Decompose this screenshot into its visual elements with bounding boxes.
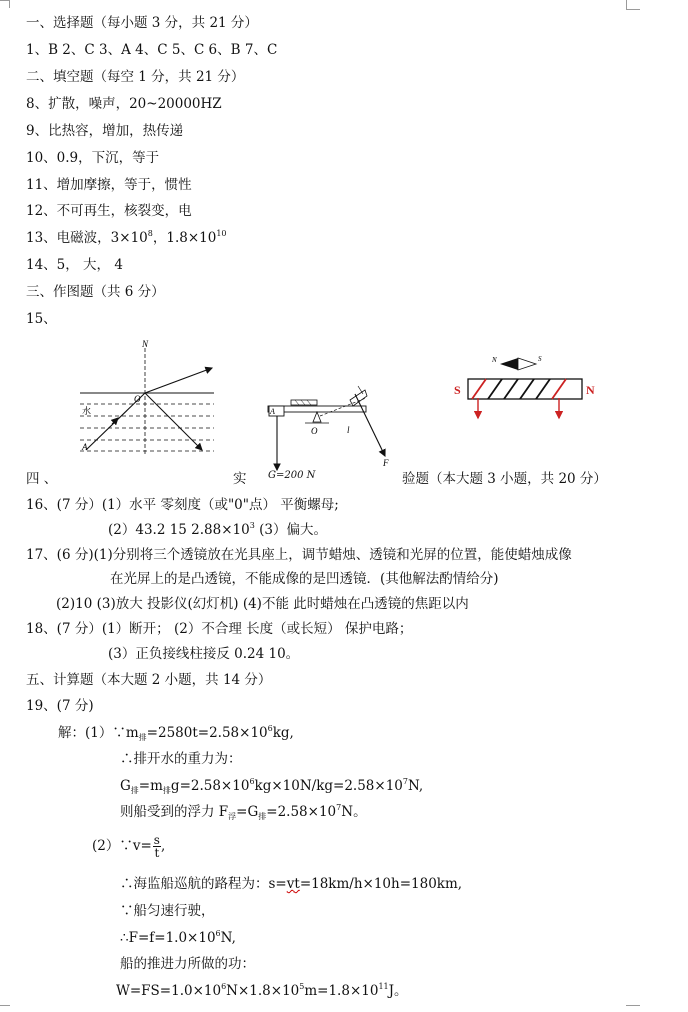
figure-electromagnet xyxy=(448,350,598,425)
answer-q15-label: 15、 xyxy=(26,311,57,327)
solution-step-1: 解：$(1)\because m_排=2580t=2.58\times 10^6kg$, xyxy=(58,724,294,742)
fraction-s-over-t: $\frac{s}{t}$ xyxy=(153,833,160,860)
magnet-label-n: N xyxy=(586,383,595,397)
solution-step-5: (2）∵v= $\frac{s}{t}$ , xyxy=(92,833,166,860)
answer-q14: 14、5， 大， 4 xyxy=(26,257,123,273)
answer-q17-line1: 17、(6 分)(1)分别将三个透镜放在光具座上，调节蜡烛、透镜和光屏的位置，能使蜡烛成像 xyxy=(26,547,572,563)
section-title-experiment-c: 验题（本大题 3 小题，共 20 分） xyxy=(402,471,607,487)
answer-q8: 8、扩散，噪声，20~20000HZ xyxy=(26,96,222,112)
crop-mark-top-right-h xyxy=(626,9,640,10)
figure-label-a: A xyxy=(82,442,88,452)
figure-refraction xyxy=(72,338,222,463)
figure-label-l: l xyxy=(347,425,350,435)
section-title-drawing: 三、作图题（共 6 分） xyxy=(26,284,165,300)
answer-q18-line2: (3）正负接线柱接反 0.24 10。 xyxy=(108,646,300,662)
solution-step-9: 船的推进力所做的功： xyxy=(120,956,255,972)
figure-label-f: F xyxy=(383,458,389,468)
figure-label-n: N xyxy=(142,339,149,349)
choice-answers: 1、B 2、C 3、A 4、C 5、C 6、B 7、C xyxy=(26,42,278,58)
crop-mark-top-left-v xyxy=(9,0,10,8)
answer-q12: 12、不可再生，核裂变，电 xyxy=(26,203,192,219)
figure-label-o: O xyxy=(134,394,141,404)
crop-mark-bottom-right xyxy=(626,1005,640,1006)
section-title-calculation: 五、计算题（本大题 2 小题，共 14 分） xyxy=(26,672,272,688)
solution-step-2: ∴排开水的重力为： xyxy=(120,751,242,767)
answer-q16-line1: 16、(7 分）(1）水平 零刻度（或"0"点） 平衡螺母; xyxy=(26,497,339,513)
solution-step-6: ∴海监船巡航的路程为：s=vt=18km/h×10h=180km, xyxy=(120,876,463,892)
solution-step-7: ∵船匀速行驶， xyxy=(120,903,215,919)
answer-q11: 11、增加摩擦，等于，惯性 xyxy=(26,177,192,193)
section-title-experiment-a: 四 、 xyxy=(26,471,58,487)
answer-q13: 13、电磁波，$3\times 10^8$，$1.8\times 10^{10}$ xyxy=(26,229,227,246)
answer-q9: 9、比热容，增加，热传递 xyxy=(26,123,184,139)
section-title-choice: 一、选择题（每小题 3 分，共 21 分） xyxy=(26,15,258,31)
section-title-fill: 二、填空题（每空 1 分，共 21 分） xyxy=(26,69,245,85)
figure-label-o: O xyxy=(311,426,318,436)
answer-q10: 10、0.9，下沉，等于 xyxy=(26,150,160,166)
answer-q16-line2: (2）43.2 15 $2.88\times 10^3$ (3）偏大。 xyxy=(108,521,327,538)
solution-step-3: $G_排=m_排g=2.58\times 10^6kg\times 10N/kg=2.58\times 10^7N$, xyxy=(120,777,424,795)
crop-mark-bottom-left xyxy=(0,1005,10,1006)
answer-q17-line2: 在光屏上的是凸透镜，不能成像的是凹透镜．(其他解法酌情给分) xyxy=(110,571,499,587)
compass-label-s: S xyxy=(538,355,542,363)
answer-q19-label: 19、(7 分) xyxy=(26,698,94,714)
section-title-experiment-b: 实 xyxy=(233,471,247,487)
solution-step-10: $W=FS=1.0\times 10^6N\times 1.8\times 10^5m=1.8\times 10^{11}J$。 xyxy=(116,982,408,999)
figure-label-water: 水 xyxy=(82,406,92,416)
solution-step-4: 则船受到的浮力 $F_浮=G_排=2.58\times 10^7N$。 xyxy=(120,803,367,821)
solution-step-8: $\therefore F=f=1.0\times 10^6N$, xyxy=(120,929,236,946)
figure-label-g: G=200 N xyxy=(268,470,316,481)
figure-label-a: A xyxy=(270,407,275,416)
compass-label-n: N xyxy=(492,356,497,364)
answer-q18-line1: 18、(7 分）(1）断开； (2）不合理 长度（或长短） 保护电路； xyxy=(26,621,413,637)
answer-q17-line3: (2)10 (3)放大 投影仪(幻灯机) (4)不能 此时蜡烛在凸透镜的焦距以内 xyxy=(56,596,469,612)
magnet-label-s: S xyxy=(454,383,461,397)
